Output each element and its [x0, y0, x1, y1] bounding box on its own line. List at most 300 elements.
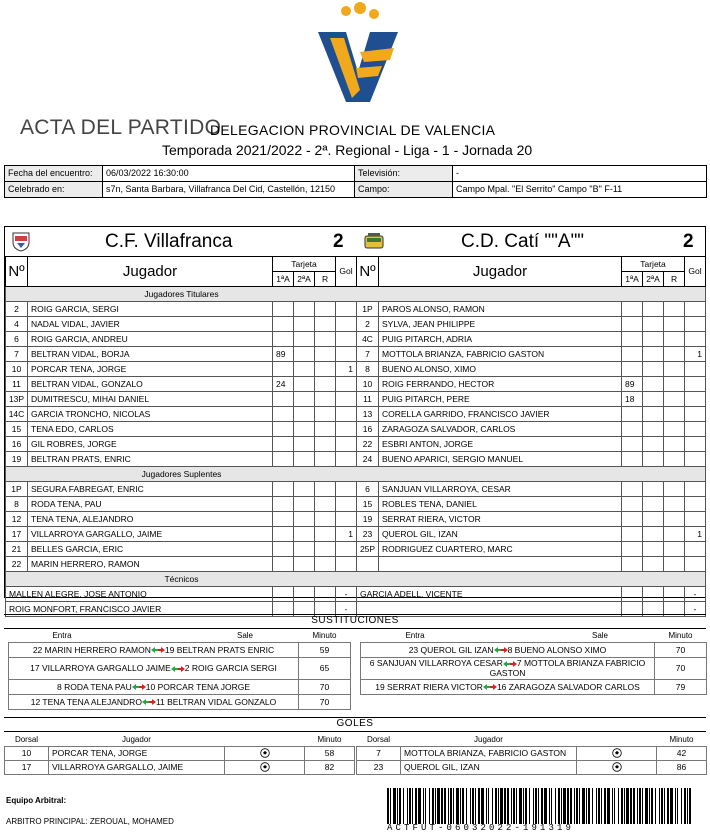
player-name: NADAL VIDAL, JAVIER — [28, 317, 273, 332]
card-1a — [622, 317, 643, 332]
col-minuto: Minuto — [312, 631, 337, 641]
home-section-label: Jugadores Titulares — [6, 287, 357, 302]
empty-cell — [643, 557, 664, 572]
player-out: 7 MOTTOLA BRIANZA FABRICIO GASTON — [489, 658, 646, 678]
away-section-label — [357, 467, 706, 482]
player-number: 16 — [357, 422, 379, 437]
substitution-pair — [9, 679, 299, 694]
away-col-num: Nº — [357, 257, 379, 287]
card-1a — [622, 527, 643, 542]
card-1a — [273, 482, 294, 497]
card-1a — [622, 542, 643, 557]
player-goals — [685, 542, 706, 557]
referee-team-title: Equipo Arbitral: — [6, 796, 67, 805]
table-row-empty — [357, 557, 706, 572]
card-1a — [273, 437, 294, 452]
player-number: 11 — [6, 377, 28, 392]
away-col-gol: Gol — [685, 257, 706, 287]
card-2a — [643, 527, 664, 542]
card-1a — [273, 392, 294, 407]
player-goals — [336, 542, 357, 557]
table-row — [357, 377, 706, 392]
card-2a — [643, 587, 664, 602]
substitution-pair — [9, 642, 299, 657]
goal-player: QUEROL GIL, IZAN — [401, 760, 577, 774]
player-number: 21 — [6, 542, 28, 557]
card-2a — [643, 437, 664, 452]
card-2a — [294, 392, 315, 407]
player-number: 22 — [357, 437, 379, 452]
col-dorsal: Dorsal — [14, 735, 39, 745]
card-r — [315, 512, 336, 527]
home-goals-table — [4, 734, 355, 775]
card-1a — [273, 452, 294, 467]
substitution-pair — [361, 679, 655, 694]
player-number: 13 — [357, 407, 379, 422]
player-goals — [685, 302, 706, 317]
table-row — [6, 317, 357, 332]
table-row — [6, 437, 357, 452]
table-row — [6, 422, 357, 437]
substitutions-title: SUSTITUCIONES — [311, 615, 399, 626]
card-2a — [294, 407, 315, 422]
home-col-num: Nº — [6, 257, 28, 287]
table-row — [357, 452, 706, 467]
card-2a — [294, 317, 315, 332]
goal-minute: 58 — [305, 746, 355, 760]
card-2a — [643, 392, 664, 407]
card-1a — [273, 497, 294, 512]
staff-gol: - — [685, 587, 706, 602]
player-number: 10 — [357, 377, 379, 392]
player-name: BUENO ALONSO, XIMO — [379, 362, 622, 377]
card-1a — [273, 317, 294, 332]
substitution-minute: 70 — [299, 694, 351, 709]
home-col-r: R — [315, 272, 336, 287]
player-goals — [685, 452, 706, 467]
campo-label: Campo: — [355, 182, 453, 198]
card-1a — [273, 527, 294, 542]
player-goals — [336, 407, 357, 422]
card-1a — [273, 332, 294, 347]
swap-arrows-icon — [494, 646, 508, 654]
card-r — [664, 302, 685, 317]
table-row — [6, 527, 357, 542]
table-row — [6, 392, 357, 407]
table-row — [6, 497, 357, 512]
player-number: 14C — [6, 407, 28, 422]
away-goals-header — [357, 734, 707, 746]
player-name: SANJUAN VILLARROYA, CESAR — [379, 482, 622, 497]
away-section-titulares — [357, 287, 706, 302]
away-crest-icon — [363, 230, 385, 252]
table-row — [6, 512, 357, 527]
home-roster-table — [5, 256, 357, 617]
table-row — [357, 542, 706, 557]
player-name: TENA EDO, CARLOS — [28, 422, 273, 437]
table-row — [9, 679, 351, 694]
player-number: 13P — [6, 392, 28, 407]
player-in: 6 SANJUAN VILLARROYA CESAR — [369, 658, 503, 668]
card-r — [315, 557, 336, 572]
card-r — [664, 527, 685, 542]
card-2a — [643, 452, 664, 467]
player-goals: 1 — [336, 362, 357, 377]
card-2a — [294, 377, 315, 392]
player-number: 1P — [357, 302, 379, 317]
player-goals — [685, 512, 706, 527]
player-goals — [685, 362, 706, 377]
goal-ball-cell — [577, 760, 657, 774]
player-name: DUMITRESCU, MIHAI DANIEL — [28, 392, 273, 407]
substitution-minute: 70 — [299, 679, 351, 694]
card-r — [664, 362, 685, 377]
table-row — [357, 302, 706, 317]
soccer-ball-icon — [260, 748, 270, 758]
table-row — [357, 407, 706, 422]
player-name: BELTRAN VIDAL, GONZALO — [28, 377, 273, 392]
player-name: SERRAT RIERA, VICTOR — [379, 512, 622, 527]
player-number: 23 — [357, 527, 379, 542]
card-2a — [643, 377, 664, 392]
substitution-minute: 65 — [299, 657, 351, 679]
card-2a — [643, 512, 664, 527]
celebrado-value: s7n, Santa Barbara, Villafranca Del Cid, Castellón, 12150 — [103, 182, 355, 198]
empty-cell — [622, 557, 643, 572]
card-r — [315, 527, 336, 542]
table-row — [361, 657, 707, 679]
col-jugador: Jugador — [122, 735, 151, 745]
card-r — [664, 482, 685, 497]
card-1a — [622, 437, 643, 452]
table-row — [357, 422, 706, 437]
staff-name: ROIG MONFORT, FRANCISCO JAVIER — [6, 602, 273, 617]
home-crest-icon — [11, 230, 31, 252]
swap-arrows-icon — [151, 646, 165, 654]
player-goals — [336, 302, 357, 317]
table-row — [9, 657, 351, 679]
campo-value: Campo Mpal. "El Serrito" Campo "B" F-11 — [453, 182, 707, 198]
home-col-1a: 1ªA — [273, 272, 294, 287]
player-name: TENA TENA, ALEJANDRO — [28, 512, 273, 527]
staff-gol: - — [336, 587, 357, 602]
season-line: Temporada 2021/2022 - 2ª. Regional - Liga - 1 - Jornada 20 — [162, 142, 533, 158]
card-r — [664, 347, 685, 362]
card-r — [664, 542, 685, 557]
player-name: BUENO APARICI, SERGIO MANUEL — [379, 452, 622, 467]
player-goals — [336, 437, 357, 452]
player-number: 8 — [6, 497, 28, 512]
card-2a — [294, 437, 315, 452]
swap-arrows-icon — [171, 665, 185, 673]
card-r — [315, 587, 336, 602]
card-2a — [294, 452, 315, 467]
swap-arrows-icon — [503, 660, 517, 668]
home-team-name: C.F. Villafranca — [105, 231, 233, 252]
player-goals — [336, 497, 357, 512]
player-goals — [685, 437, 706, 452]
swap-arrows-icon — [483, 683, 497, 691]
player-number: 17 — [6, 527, 28, 542]
empty-cell — [664, 557, 685, 572]
swap-arrows-icon — [142, 698, 156, 706]
card-r — [664, 332, 685, 347]
player-name: ROIG GARCIA, SERGI — [28, 302, 273, 317]
player-number: 4 — [6, 317, 28, 332]
table-row — [357, 437, 706, 452]
table-row — [357, 760, 707, 774]
player-goals: 1 — [336, 527, 357, 542]
table-row — [357, 317, 706, 332]
substitution-pair — [9, 694, 299, 709]
away-col-tarjeta: Tarjeta — [622, 257, 685, 272]
away-substitutions-table — [360, 630, 707, 695]
staff-name: GARCIA ADELL, VICENTE — [357, 587, 622, 602]
card-2a — [643, 422, 664, 437]
subs-col-labels — [9, 630, 299, 642]
player-out: 19 BELTRAN PRATS ENRIC — [164, 644, 275, 655]
goal-ball-cell — [577, 746, 657, 760]
player-goals — [336, 422, 357, 437]
goal-player: PORCAR TENA, JORGE — [49, 746, 225, 760]
table-row — [357, 746, 707, 760]
table-row — [6, 362, 357, 377]
goal-minute: 42 — [657, 746, 707, 760]
table-row — [357, 332, 706, 347]
card-1a — [622, 332, 643, 347]
card-2a — [294, 497, 315, 512]
tv-label: Televisión: — [355, 166, 453, 182]
col-sale: Sale — [236, 631, 253, 641]
card-r — [315, 422, 336, 437]
home-col-gol: Gol — [336, 257, 357, 287]
card-1a: 24 — [273, 377, 294, 392]
away-team-name: C.D. Catí ""A"" — [461, 231, 585, 252]
away-col-player: Jugador — [379, 257, 622, 287]
card-2a — [643, 347, 664, 362]
player-name: VILLARROYA GARGALLO, JAIME — [28, 527, 273, 542]
card-1a: 18 — [622, 392, 643, 407]
table-row — [5, 760, 355, 774]
player-out: 11 BELTRAN VIDAL GONZALO — [155, 696, 277, 707]
substitution-minute: 70 — [655, 642, 707, 657]
table-row — [6, 302, 357, 317]
card-2a — [294, 512, 315, 527]
card-2a — [294, 332, 315, 347]
away-goals-table — [356, 734, 707, 775]
card-r — [664, 437, 685, 452]
away-section-suplentes — [357, 467, 706, 482]
col-minuto: Minuto — [317, 735, 342, 745]
player-number: 6 — [357, 482, 379, 497]
subs-col-labels — [361, 630, 655, 642]
card-1a — [622, 422, 643, 437]
home-section-suplentes — [6, 467, 357, 482]
player-out: 2 ROIG GARCIA SERGI — [184, 663, 277, 673]
col-ball — [577, 734, 657, 746]
col-dorsal: Dorsal — [366, 735, 391, 745]
player-number: 15 — [6, 422, 28, 437]
player-goals: 1 — [685, 527, 706, 542]
card-r — [315, 317, 336, 332]
home-section-label: Jugadores Suplentes — [6, 467, 357, 482]
player-name: BELLES GARCIA, ERIC — [28, 542, 273, 557]
table-row — [9, 642, 351, 657]
empty-cell — [685, 557, 706, 572]
player-goals — [685, 497, 706, 512]
player-name: ZARAGOZA SALVADOR, CARLOS — [379, 422, 622, 437]
player-out: 10 PORCAR TENA JORGE — [145, 681, 251, 692]
substitution-minute: 79 — [655, 679, 707, 694]
card-r — [315, 407, 336, 422]
home-roster-header — [6, 257, 357, 272]
player-goals — [336, 557, 357, 572]
player-name: ROBLES TENA, DANIEL — [379, 497, 622, 512]
home-subs-header — [9, 630, 351, 642]
col-jugador: Jugador — [474, 735, 503, 745]
card-1a — [273, 557, 294, 572]
table-row — [6, 587, 357, 602]
card-2a — [643, 332, 664, 347]
player-number: 2 — [357, 317, 379, 332]
card-r — [315, 437, 336, 452]
col-entra: Entra — [405, 631, 425, 641]
match-info-table — [4, 165, 707, 198]
card-1a — [622, 587, 643, 602]
player-goals — [336, 452, 357, 467]
card-1a — [622, 497, 643, 512]
referee-principal: ARBITRO PRINCIPAL: ZEROUAL, MOHAMED — [6, 817, 174, 826]
table-row — [6, 377, 357, 392]
player-in: 22 MARIN HERRERO RAMON — [32, 644, 151, 655]
player-number: 19 — [6, 452, 28, 467]
swap-arrows-icon — [132, 683, 146, 691]
card-1a — [622, 482, 643, 497]
card-r — [315, 497, 336, 512]
player-number: 6 — [6, 332, 28, 347]
lineups-panel — [4, 226, 706, 614]
player-number: 1P — [6, 482, 28, 497]
table-row — [9, 694, 351, 709]
table-row — [6, 332, 357, 347]
player-name: PAROS ALONSO, RAMON — [379, 302, 622, 317]
player-name: GIL ROBRES, JORGE — [28, 437, 273, 452]
player-in: 8 RODA TENA PAU — [56, 681, 132, 692]
card-2a — [294, 527, 315, 542]
empty-cell — [379, 557, 622, 572]
table-row — [357, 392, 706, 407]
table-row — [357, 497, 706, 512]
tv-value: - — [453, 166, 707, 182]
player-goals — [336, 512, 357, 527]
goal-player: VILLARROYA GARGALLO, JAIME — [49, 760, 225, 774]
player-number: 7 — [357, 347, 379, 362]
card-1a — [622, 452, 643, 467]
card-r — [315, 362, 336, 377]
table-row — [6, 407, 357, 422]
player-goals — [685, 392, 706, 407]
card-2a — [294, 422, 315, 437]
goal-player: MOTTOLA BRIANZA, FABRICIO GASTON — [401, 746, 577, 760]
substitution-minute: 70 — [655, 657, 707, 679]
player-name: QUEROL GIL, IZAN — [379, 527, 622, 542]
player-name: MOTTOLA BRIANZA, FABRICIO GASTON — [379, 347, 622, 362]
card-2a — [294, 557, 315, 572]
fecha-value: 06/03/2022 16:30:00 — [103, 166, 355, 182]
card-2a — [294, 347, 315, 362]
card-r — [664, 392, 685, 407]
goal-minute: 86 — [657, 760, 707, 774]
card-1a: 89 — [273, 347, 294, 362]
away-col-r: R — [664, 272, 685, 287]
player-number: 10 — [6, 362, 28, 377]
player-number: 7 — [6, 347, 28, 362]
fecha-label: Fecha del encuentro: — [5, 166, 103, 182]
card-r — [664, 497, 685, 512]
card-1a: 89 — [622, 377, 643, 392]
card-1a — [622, 362, 643, 377]
goal-dorsal: 10 — [5, 746, 49, 760]
barcode-text: ACTFUT-06032022-191319 — [387, 823, 575, 833]
empty-cell — [357, 557, 379, 572]
staff-gol: - — [336, 602, 357, 617]
card-r — [664, 422, 685, 437]
player-name: PUIG PITARCH, PERE — [379, 392, 622, 407]
table-row — [357, 347, 706, 362]
card-1a — [273, 587, 294, 602]
card-r — [664, 512, 685, 527]
card-1a — [622, 512, 643, 527]
player-out: 16 ZARAGOZA SALVADOR CARLOS — [496, 681, 640, 692]
card-r — [315, 452, 336, 467]
card-1a — [622, 302, 643, 317]
table-row — [6, 452, 357, 467]
card-r — [664, 407, 685, 422]
goal-dorsal: 17 — [5, 760, 49, 774]
player-name: ESBRI ANTON, JORGE — [379, 437, 622, 452]
federation-logo — [308, 2, 408, 114]
goal-ball-cell — [225, 760, 305, 774]
player-name: ROIG GARCIA, ANDREU — [28, 332, 273, 347]
card-1a — [273, 512, 294, 527]
home-goals-header — [5, 734, 355, 746]
card-2a — [643, 362, 664, 377]
away-roster-header — [357, 257, 706, 272]
card-2a — [294, 482, 315, 497]
player-number: 12 — [6, 512, 28, 527]
card-2a — [294, 542, 315, 557]
away-team-score: 2 — [683, 231, 694, 252]
table-row — [357, 512, 706, 527]
card-2a — [643, 407, 664, 422]
card-r — [315, 332, 336, 347]
player-goals — [685, 377, 706, 392]
home-substitutions-table — [8, 630, 351, 710]
home-section-titulares — [6, 287, 357, 302]
player-goals — [685, 317, 706, 332]
col-entra: Entra — [52, 631, 72, 641]
player-name: BELTRAN PRATS, ENRIC — [28, 452, 273, 467]
table-row — [357, 587, 706, 602]
away-roster-table — [356, 256, 706, 617]
player-goals: 1 — [685, 347, 706, 362]
card-1a — [622, 347, 643, 362]
card-1a — [622, 407, 643, 422]
goal-ball-cell — [225, 746, 305, 760]
table-row — [361, 679, 707, 694]
player-name: PUIG PITARCH, ADRIA — [379, 332, 622, 347]
player-in: 19 SERRAT RIERA VICTOR — [375, 681, 483, 692]
